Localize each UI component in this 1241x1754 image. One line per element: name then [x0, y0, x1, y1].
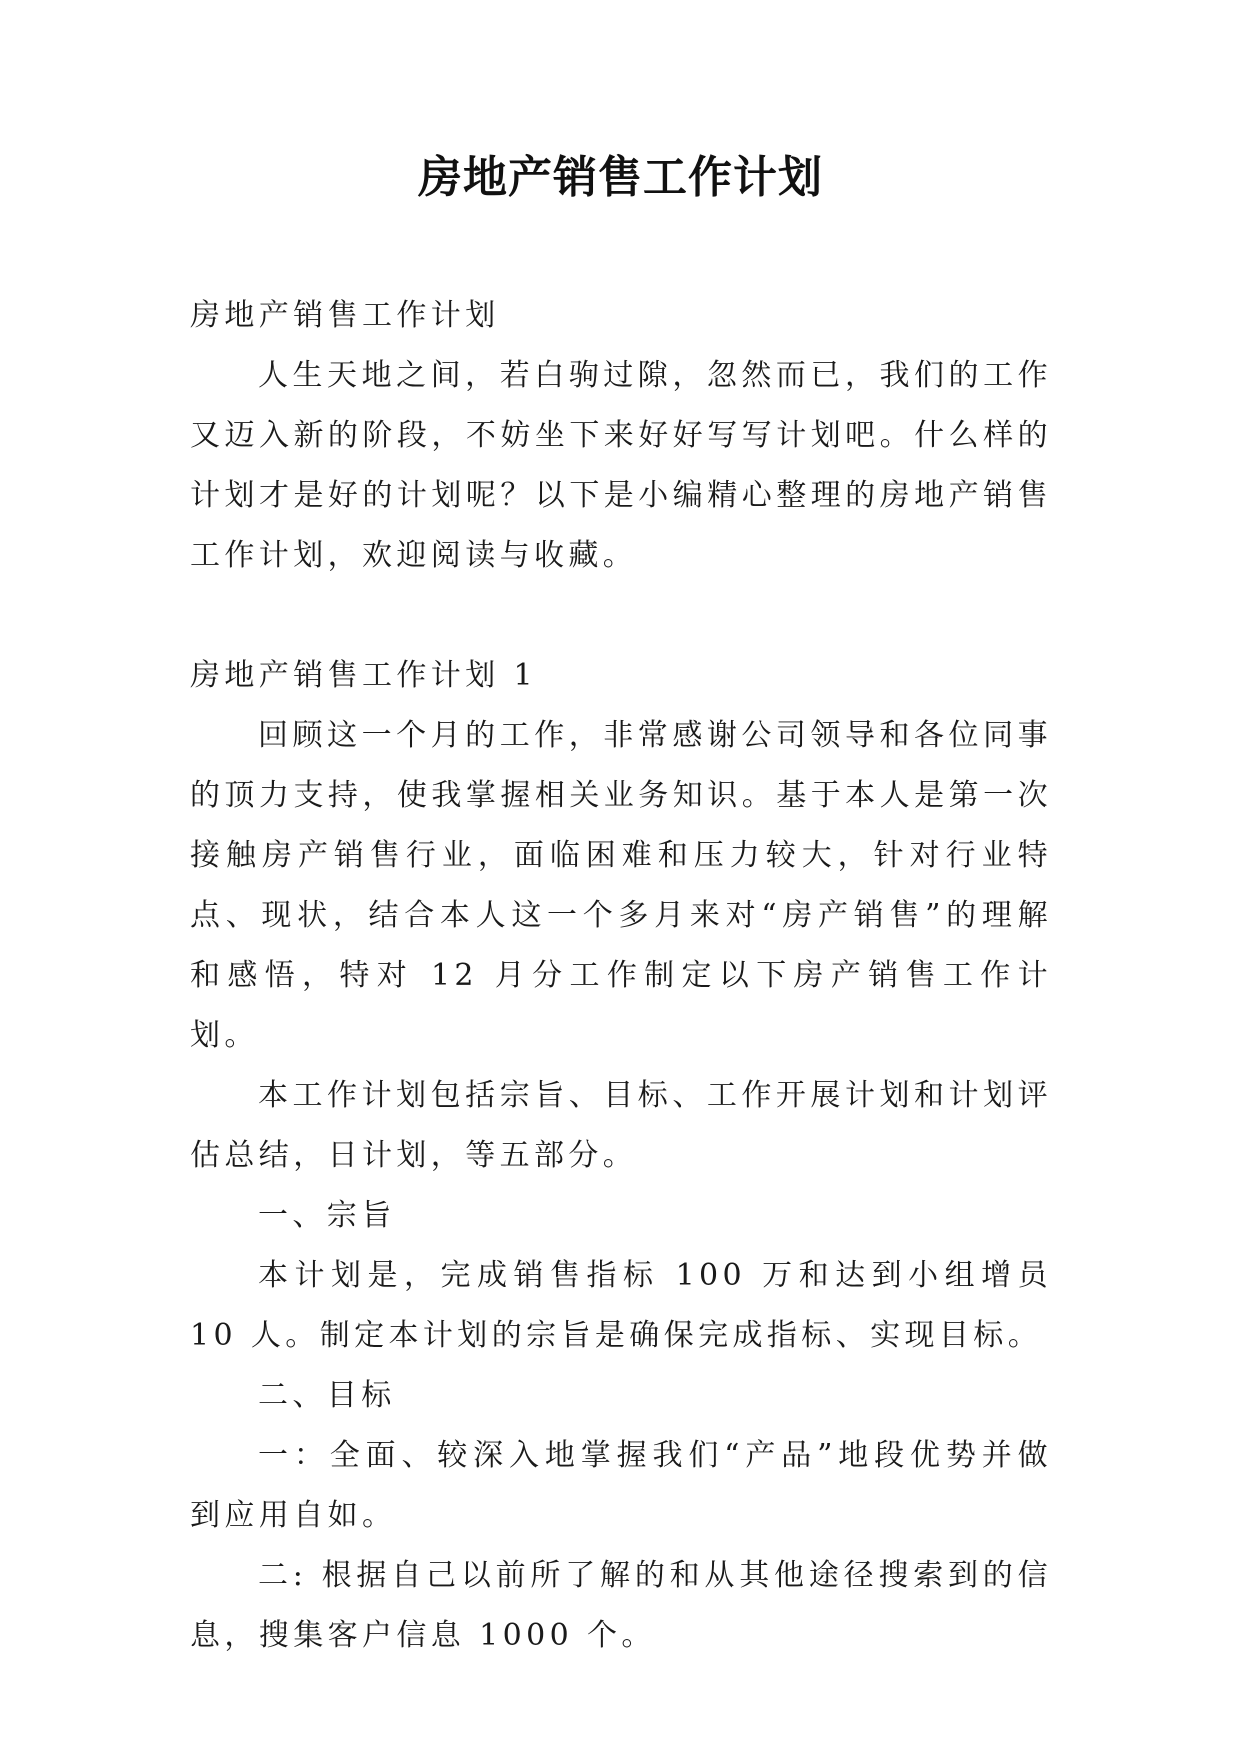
document-title: 房地产销售工作计划: [418, 152, 823, 203]
intro-paragraph: 人生天地之间，若白驹过隙，忽然而已，我们的工作又迈入新的阶段，不妨坐下来好好写写计划吧。什么样的计划才是好的计划呢？以下是小编精心整理的房地产销售工作计划，欢迎阅读与收藏。: [190, 358, 1052, 573]
paragraph-purpose: 本计划是，完成销售指标 100 万和达到小组增员 10 人。制定本计划的宗旨是确保完成指标、实现目标。: [190, 1258, 1052, 1353]
document-body: [190, 286, 1052, 1666]
paragraph-goal-one: 一：全面、较深入地掌握我们“产品”地段优势并做到应用自如。: [190, 1438, 1052, 1533]
section-heading: 房地产销售工作计划 1: [190, 658, 538, 693]
intro-heading: 房地产销售工作计划: [190, 298, 500, 333]
paragraph-plan-scope: 本工作计划包括宗旨、目标、工作开展计划和计划评估总结，日计划，等五部分。: [190, 1078, 1052, 1173]
paragraph-goal-two: 二: 根据自己以前所了解的和从其他途径搜索到的信息，搜集客户信息 1000 个。: [190, 1558, 1052, 1653]
section-spacer: [190, 586, 1052, 646]
subheading-purpose: 一、宗旨: [258, 1198, 396, 1233]
subheading-goals: 二、目标: [258, 1378, 396, 1413]
paragraph-review: 回顾这一个月的工作，非常感谢公司领导和各位同事的顶力支持，使我掌握相关业务知识。基于本人是第一次接触房产销售行业，面临困难和压力较大，针对行业特点、现状，结合本人这一个多月来对“房产销售”的理解和感悟，特对 12 月分工作制定以下房产销售工作计划。: [190, 718, 1052, 1053]
